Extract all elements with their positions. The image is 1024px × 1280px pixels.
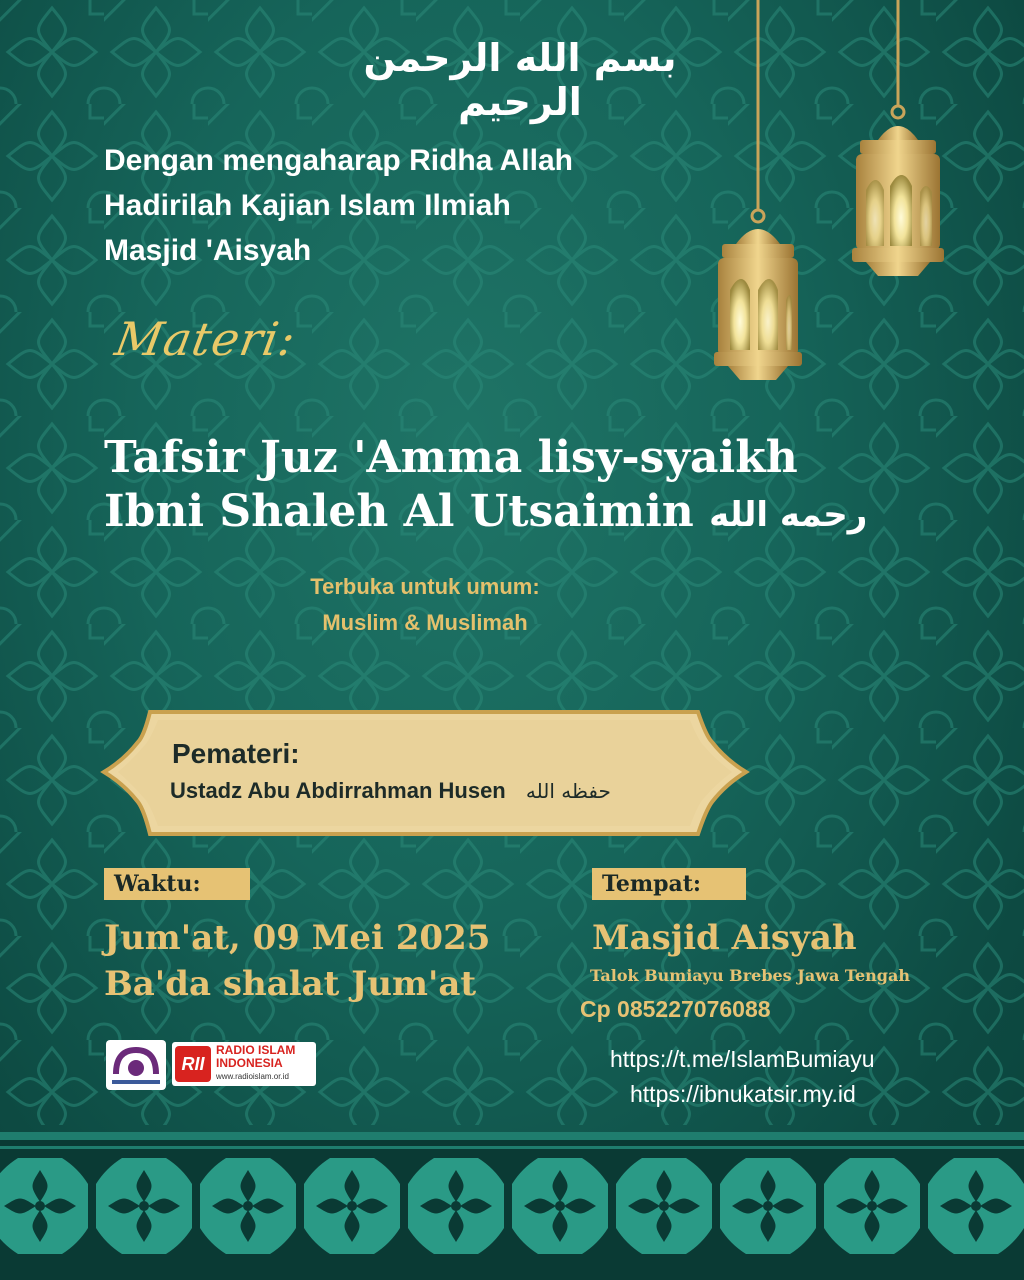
contact-phone: Cp 085227076088 xyxy=(580,996,771,1022)
radio-logo-icon xyxy=(106,1040,166,1090)
topic-title-text: Ibni Shaleh Al Utsaimin xyxy=(104,486,694,537)
event-time: Ba'da shalat Jum'at xyxy=(104,964,477,1004)
intro-line-3: Masjid 'Aisyah xyxy=(104,234,312,267)
open-to-public-label: Terbuka untuk umum: xyxy=(310,574,540,599)
venue-name: Masjid Aisyah xyxy=(592,918,857,958)
intro-line-2: Hadirilah Kajian Islam Ilmiah xyxy=(104,189,511,222)
telegram-link[interactable]: https://t.me/IslamBumiayu xyxy=(610,1046,875,1072)
audience-label: Muslim & Muslimah xyxy=(322,610,528,635)
rii-mark-icon: RII xyxy=(175,1046,211,1082)
lantern-right-icon xyxy=(852,0,944,276)
venue-address: Talok Bumiayu Brebes Jawa Tengah xyxy=(590,966,910,985)
topic-title-arabic: رحمه الله xyxy=(709,495,868,535)
speaker-label: Pemateri: xyxy=(172,738,300,769)
speaker-honorific: حفظه الله xyxy=(525,779,611,803)
website-link[interactable]: https://ibnukatsir.my.id xyxy=(630,1081,856,1107)
footer-ornament xyxy=(0,1132,1024,1280)
place-label: Tempat: xyxy=(592,868,746,900)
rii-name-2: INDONESIA xyxy=(216,1056,283,1070)
footer-tile-pattern xyxy=(0,1154,1024,1280)
topic-title-line-2 xyxy=(104,486,867,537)
radio-islam-indonesia-logo xyxy=(172,1042,316,1086)
bismillah: بسم الله الرحمن الرحيم xyxy=(363,36,677,124)
rii-url: www.radioislam.or.id xyxy=(216,1072,289,1081)
speaker-banner xyxy=(100,708,750,838)
event-date: Jum'at, 09 Mei 2025 xyxy=(104,918,491,958)
topic-title-line-1: Tafsir Juz 'Amma lisy-syaikh xyxy=(104,432,798,483)
rii-name-1: RADIO ISLAM xyxy=(216,1043,296,1057)
speaker-name: Ustadz Abu Abdirrahman Husen xyxy=(170,778,506,803)
intro-line-1: Dengan mengaharap Ridha Allah xyxy=(104,144,573,177)
time-label: Waktu: xyxy=(104,868,250,900)
speaker-name-row xyxy=(170,778,611,804)
materi-label: Materi: xyxy=(111,312,301,366)
